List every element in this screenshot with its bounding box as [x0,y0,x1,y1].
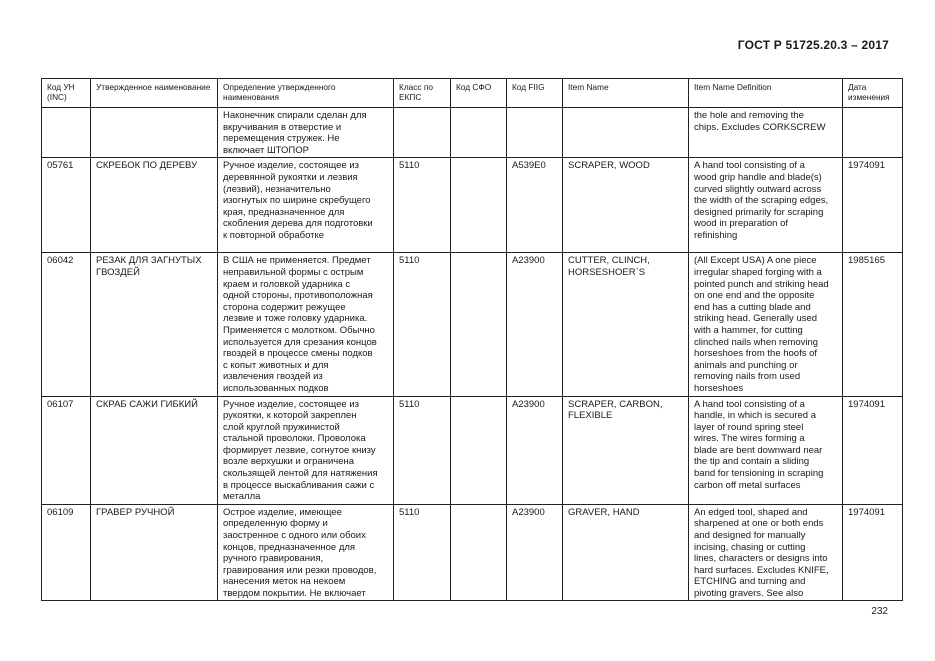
cell-approved-name: СКРАБ САЖИ ГИБКИЙ [91,396,218,504]
page-number: 232 [871,606,888,617]
cell-fiig [507,108,563,158]
cell-item-name: GRAVER, HAND [563,504,689,600]
cell-definition: Ручное изделие, состоящее из деревянной рукоятки и лезвия (лезвий), незначительно изогнутых по ширине скребущего края, предназначенное для скобления дерева для подготовки к повторной обработке [218,158,394,253]
cell-inc: 06109 [42,504,91,600]
cell-fiig: A23900 [507,504,563,600]
cell-sfo [451,108,507,158]
document-header: ГОСТ Р 51725.20.3 – 2017 [737,38,889,52]
column-header-approved-name: Утвержденное наименование [91,79,218,108]
cell-inc: 06042 [42,253,91,396]
cell-class: 5110 [394,158,451,253]
cell-class [394,108,451,158]
cell-class: 5110 [394,504,451,600]
cell-fiig: A23900 [507,253,563,396]
cell-date: 1974091 [843,396,903,504]
column-header-definition: Определение утвержденного наименования [218,79,394,108]
cell-item-definition: the hole and removing the chips. Excludes CORKSCREW [689,108,843,158]
nomenclature-table [41,78,903,601]
cell-approved-name: РЕЗАК ДЛЯ ЗАГНУТЫХ ГВОЗДЕЙ [91,253,218,396]
column-header-inc: Код УН (INC) [42,79,91,108]
cell-definition: Острое изделие, имеющее определенную форму и заостренное с одного или обоих концов, предназначенное для ручного гравирования, гравирования или резки проводов, нанесения меток на некоем твердом покрытии. Не включает [218,504,394,600]
cell-item-name [563,108,689,158]
cell-approved-name [91,108,218,158]
cell-definition: Наконечник спирали сделан для вкручивания в отверстие и перемещения стружек. Не включает ШТОПОР [218,108,394,158]
cell-approved-name: ГРАВЕР РУЧНОЙ [91,504,218,600]
table-row-continuation [42,108,903,158]
cell-sfo [451,158,507,253]
cell-definition: В США не применяется. Предмет неправильной формы с острым краем и головкой ударника с одной стороны, противоположная сторона содержит режущее лезвие и тоже головку ударника. Применяется с молотком. Обычно используется для срезания концов гвоздей в процессе смены подков с копыт животных и для извлечения гвоздей из использованных подков [218,253,394,396]
table-row [42,158,903,253]
cell-date: 1974091 [843,158,903,253]
cell-inc: 05761 [42,158,91,253]
cell-inc [42,108,91,158]
table-row [42,253,903,396]
cell-class: 5110 [394,253,451,396]
table-row [42,396,903,504]
cell-date: 1985165 [843,253,903,396]
cell-item-definition: (All Except USA) A one piece irregular shaped forging with a pointed punch and striking head on one end and the opposite end has a cutting blade and striking head. Generally used with a hammer, for cutting clinched nails when removing horseshoes from the hoofs of animals and punching or removing nails from used horseshoes [689,253,843,396]
column-header-class: Класс по ЕКПС [394,79,451,108]
table-row [42,504,903,600]
cell-class: 5110 [394,396,451,504]
cell-sfo [451,396,507,504]
cell-date [843,108,903,158]
cell-approved-name: СКРЕБОК ПО ДЕРЕВУ [91,158,218,253]
cell-item-name: SCRAPER, CARBON, FLEXIBLE [563,396,689,504]
cell-item-definition: An edged tool, shaped and sharpened at one or both ends and designed for manually incising, chasing or cutting lines, characters or designs into hard surfaces. Excludes KNIFE, ETCHING and turning and pivoting gravers. See also [689,504,843,600]
column-header-item-definition: Item Name Definition [689,79,843,108]
cell-sfo [451,253,507,396]
table-header-row [42,79,903,108]
cell-fiig: A23900 [507,396,563,504]
cell-item-definition: A hand tool consisting of a handle, in which is secured a layer of round spring steel wires. The wires forming a blade are bent downward near the tip and contain a sliding band for tensioning in scraping carbon off metal surfaces [689,396,843,504]
cell-inc: 06107 [42,396,91,504]
cell-sfo [451,504,507,600]
cell-definition: Ручное изделие, состоящее из рукоятки, к которой закреплен слой круглой пружинистой стальной проволоки. Проволока формирует лезвие, согнутое книзу возле верхушки и ограничена скользящей лентой для натяжения в процессе выскабливания сажи с металла [218,396,394,504]
cell-item-name: CUTTER, CLINCH, HORSESHOER`S [563,253,689,396]
cell-fiig: A539E0 [507,158,563,253]
cell-item-name: SCRAPER, WOOD [563,158,689,253]
column-header-item-name: Item Name [563,79,689,108]
column-header-date: Дата изменения [843,79,903,108]
cell-item-definition: A hand tool consisting of a wood grip handle and blade(s) curved slightly outward across the width of the scraping edges, designed primarily for scraping wood in preparation of refinishing [689,158,843,253]
column-header-fiig: Код FIIG [507,79,563,108]
column-header-sfo: Код СФО [451,79,507,108]
cell-date: 1974091 [843,504,903,600]
